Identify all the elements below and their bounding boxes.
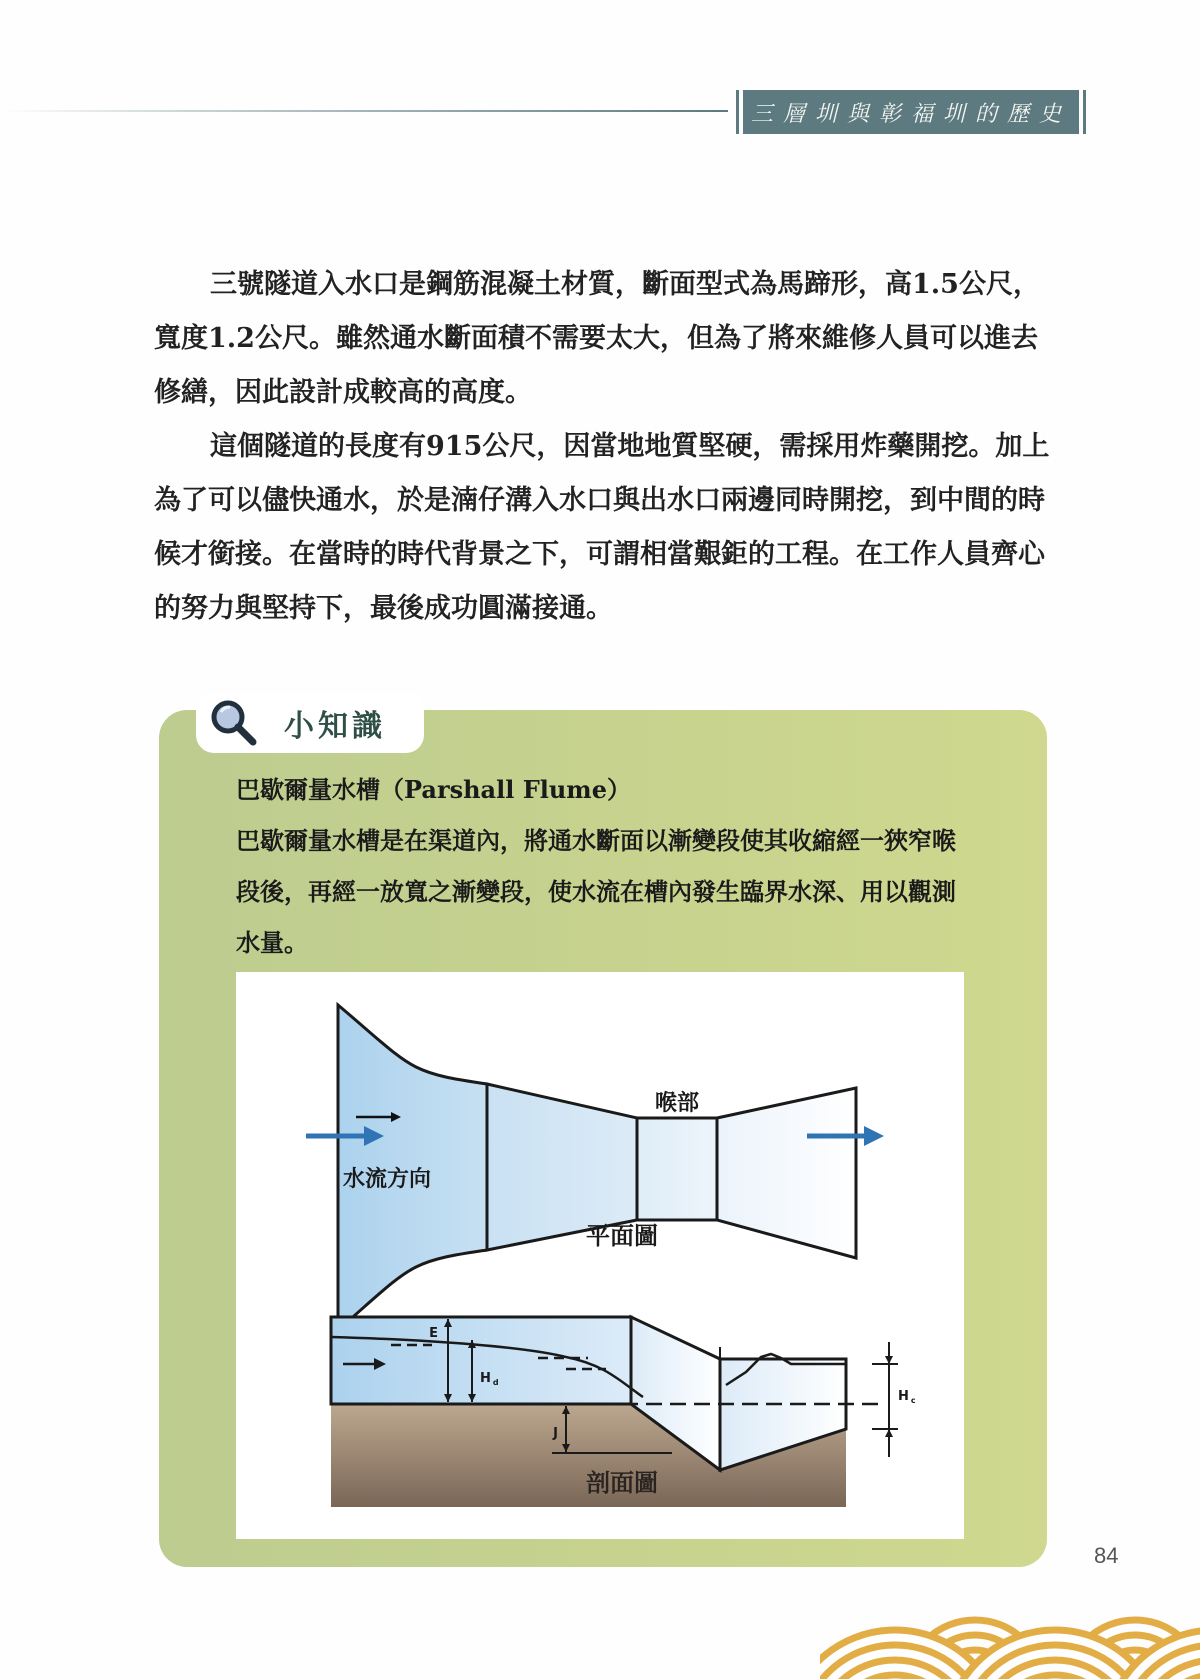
plan-view-caption: 平面圖: [586, 1221, 658, 1250]
label-Hd-sub: d: [492, 1378, 499, 1387]
label-Hc-main: H: [898, 1389, 909, 1404]
knowledge-title: 小知識: [284, 709, 386, 744]
section-view-caption: 剖面圖: [586, 1468, 658, 1497]
throat-label: 喉部: [654, 1090, 700, 1116]
arrowhead: [885, 1356, 893, 1364]
diverging-section: [717, 1088, 856, 1258]
flow-direction-label: 水流方向: [343, 1166, 432, 1192]
paragraph: 三號隧道入水口是鋼筋混凝土材質，斷面型式為馬蹄形，高1.5公尺，寬度1.2公尺。雖然通水斷面積不需要太大，但為了將來維修人員可以進去修繕，因此設計成較高的高度。: [154, 269, 1040, 408]
label-Hc: [898, 1389, 916, 1405]
diagram-svg: [236, 972, 964, 1539]
parshall-flume-diagram: [236, 972, 964, 1539]
plan-view: [306, 1005, 884, 1330]
arrowhead: [885, 1429, 893, 1437]
knowledge-heading: 巴歇爾量水槽（Parshall Flume）: [236, 775, 631, 804]
outflow-arrowhead: [864, 1126, 884, 1146]
label-J: J: [553, 1426, 558, 1441]
magnifier-icon: [208, 697, 260, 749]
label-Hc-sub: c: [910, 1396, 916, 1405]
throat-section: [637, 1118, 717, 1220]
chapter-title: 三層圳與彰福圳的歷史: [743, 90, 1079, 134]
page-number: 84: [1094, 1543, 1119, 1568]
label-E: E: [429, 1326, 438, 1341]
chapter-banner: [736, 90, 1086, 134]
label-Hd-main: H: [480, 1371, 491, 1386]
knowledge-tab: [196, 693, 424, 753]
header-rule: [0, 110, 728, 112]
wave-pattern: [820, 1620, 1200, 1679]
knowledge-text: 巴歇爾量水槽是在渠道內，將通水斷面以漸變段使其收縮經一狹窄喉段後，再經一放寬之漸變段，使水流在槽內發生臨界水深、用以觀測水量。: [236, 826, 956, 957]
paragraph: 這個隧道的長度有915公尺，因當地地質堅硬，需採用炸藥開挖。加上為了可以儘快通水，於是湳仔溝入水口與出水口兩邊同時開挖，到中間的時候才銜接。在當時的時代背景之下，可謂相當艱鉅的工程。在工作人員齊心的努力與堅持下，最後成功圓滿接通。: [154, 431, 1050, 624]
body-text: [154, 258, 1054, 636]
section-view: [331, 1317, 916, 1507]
wave-decoration: [820, 1600, 1200, 1679]
